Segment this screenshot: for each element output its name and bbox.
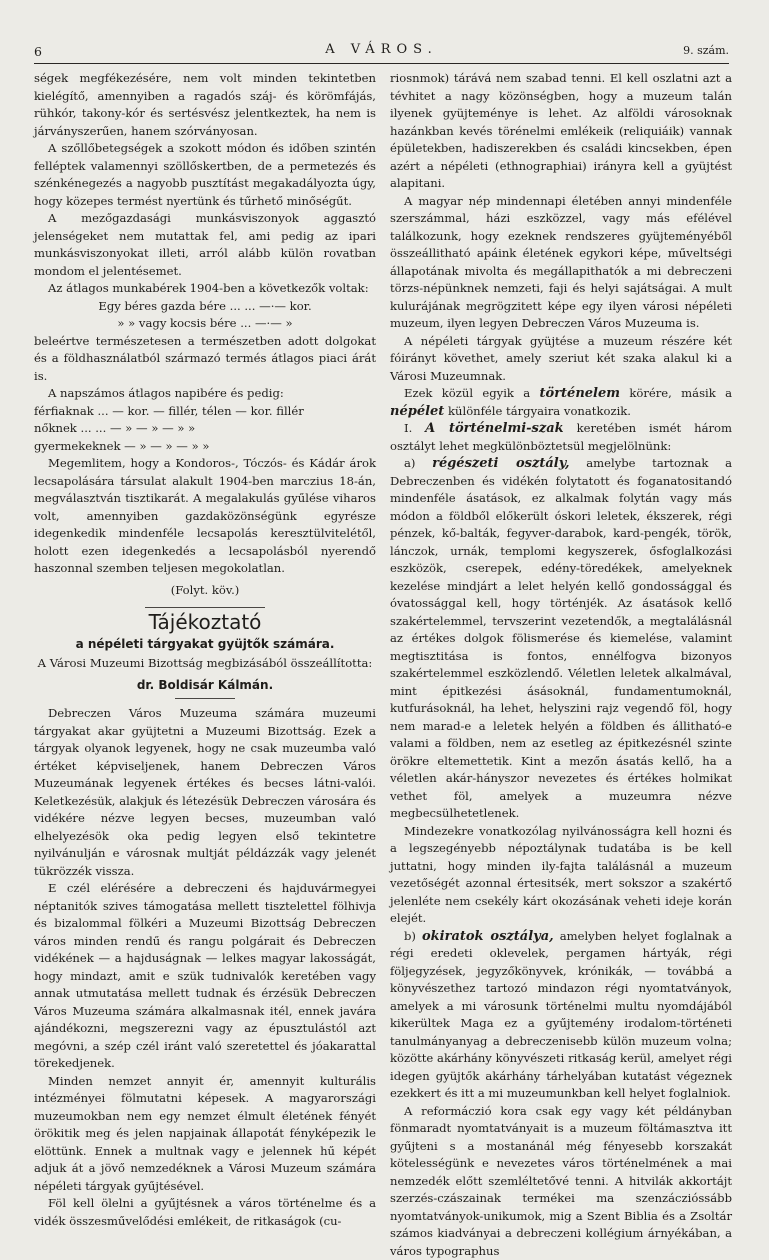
emphasis-archaeology: régészeti osztály, [432,456,569,471]
paragraph: E czél elérésére a debreczeni és hajduvármegyei néptanitók szives támogatása mellett tisztelettel fölhivja és bizalommal fölkéri a Muzeumi Bizottság Debreczen város minden rendű és rangu polgárait és Debreczen vidékének — a hajduságnak — lelkes magyar lakosságát, hogy mindazt, amit e szük tudnivalók keretében vagy annak utmutatása mellett tudnak és érzésük Debreczen Város Muzeuma számára alkalmasnak itél, ennek javára ajándékozni, megszerezni vagy az épusztulástól azt megóvni, a szép czél iránt való szeretettel és jóakarattal törekedjenek. [34,880,376,1073]
text-run: a) [404,456,432,470]
section-author: dr. Boldisár Kálmán. [34,677,376,695]
wage-line: Egy béres gazda bére ... ... —·— kor. [34,298,376,316]
header-rule [34,63,729,64]
paragraph [390,385,732,420]
paragraph: A reformáczió kora csak egy vagy két példányban fönmaradt nyomtatványait is a muzeum föltámasztva itt gyűjteni s a mostanánál még fényesebb korszakát kötelességünk e nevezetes város történelmének a mai nemzedék előtt szemléltetővé tenni. A hitvilák akkortájt szerzés-czászainak termékei ma szenzáczióssább nyomtatványok-unikumok, mig a Szent Biblia és a Zsoltár számos kiadványai a debreczeni kollégium árnyékában, a város typographus [390,1103,732,1260]
section-subtitle: a népéleti tárgyakat gyüjtők számára. [34,636,376,654]
emphasis-folk-life: népélet [390,404,444,419]
text-run: amelybe tartoznak a Debreczenben és vidékén folytatott és foganatositandó mindenféle ásatások, ez alkalmak folytán vagy más módon a földből előkerült óskori leletek, ékszerek, régi pénzek, kő-balták, fegyver-darabok, kard-pengék, török, lánczok, urnák, templomi kegyszerek, ősfoglalkozási eszközök, cserepek, edény-töredékek, amelyeknek kezelése mindjárt a lelet helyén kellő gondossággal és óvatossággal kell, hogy történjék. Az ásatások kellő szakértelemmel, tervszerint vezetendők, a megtalálásnál az értékes dolgok fölismerése és kiemelése, valamint megtisztitása is fontos, ennélfogva bizonyos szakértelemmel eszközlendő. Véletlen leletek alkalmával, mint épitkezési ásásoknál, fundamentumoknál, kutfurásoknál, ha lehet, helyszini rajz vegendő föl, hogy nem marad-e a leletek helyén a földben és állitható-e valami a földben, nem az esetleg az épitkezésnél szinte örökre eltemettetik. Kint a mezőn ásatás kellő, ha a véletlen akár-hányszor nevezetes és értékes holmikat vethet föl, amelyek a muzeumra nézve megbecsülhetetlenek. [390,456,732,820]
page-header [34,42,729,62]
author-divider [175,698,235,699]
text-run: különféle tárgyaira vonatkozik. [444,404,631,418]
day-wage-line: férfiaknak ... — kor. — fillér, télen — kor. fillér [34,403,376,421]
paragraph: A szőllőbetegségek a szokott módon és időben szintén felléptek valamennyi szöllőskertben, de a permetezés és szénkénegezés a nagyobb pusztítást megakadályozta úgy, hogy közepes termést nyertünk és tűrhető minőségűt. [34,140,376,210]
text-run: amelyben helyet foglalnak a régi eredeti oklevelek, pergamen hártyák, régi följegyzések, jegyzőkönyvek, krónikák, — továbbá a könyvészethez tartozó mindazon régi nyomtatványok, amelyek a mi városunk történelmi multu nyomdájából kikerültek Maga ez a gyűjtemény irodalom-történeti tanulmányanyag a debreczenisebb külön muzeum volna; közötte akárhány könyvészeti ritkaság kerül, amelyet régi idegen gyüjtők akárhány tárhelyában kutatást végeznek ezekkert és itt a mi muzeumunkban kell helyet foglalniok. [390,929,732,1101]
paragraph: Az átlagos munkabérek 1904-ben a következők voltak: [34,280,376,298]
text-run: keretében ismét három osztályt lehet megkülönböztetsül megjelölnünk: [390,421,732,453]
section-commission: A Városi Muzeumi Bizottság megbizásából összeállította: [34,655,376,673]
paragraph: Megemlitem, hogy a Kondoros-, Tóczós- és Kádár árok lecsapolására társulat alakult 1904-ben marczius 18-án, megválasztván tisztikarát. A megalakulás gyűlése viharos volt, amennyiben gazdaközönségünk egyrésze idegenkedik mindenféle lecsapolás keresztülvitelétől, holott ezen idegenkedés a lecsapolásból nyerendő haszonnal szemben teljesen megokolatlan. [34,455,376,578]
paragraph: beleértve természetesen a természetben adott dolgokat és a földhasználatból származó termés átlagos piaci árát is. [34,333,376,386]
wage-line: » » vagy kocsis bére ... —·— » [34,315,376,333]
section-title: Tájékoztató [34,614,376,632]
paragraph: Minden nemzet annyit ér, amennyit kulturális intézményei fölmutatni képesek. A magyarországi muzeumokban nem egy nemzet élmult életének fényét örökitik meg és jelen napjainak állapotát fényképezik le elöttünk. Ennek a multnak vagy e jelennek hű képét adjuk át a jövő nemzedéknek a Városi Muzeum számára népéleti tárgyak gyűjtésével. [34,1073,376,1196]
paragraph: A magyar nép mindennapi életében annyi mindenféle szerszámmal, házi eszközzel, vagy más efélével találkozunk, hogy ezeknek rendszeres gyüjteményéből összeállitható apáink életének egykori képe, műveltségi állapotának mivolta és megállapithatók a mi debreczeni törzs-népünknek nemzeti, faji és helyi sajátságai. A mult kulurájának megrögzitett képe egy ilyen városi népéleti muzeum, ilyen legyen Debreczen Város Muzeuma is. [390,193,732,333]
paragraph: A népéleti tárgyak gyüjtése a muzeum részére két fóirányt követhet, amely szeriut két szaka alakul ki a Városi Muzeumnak. [390,333,732,386]
masthead-title: A VÁROS. [34,42,729,57]
text-run: Ezek közül egyik a [404,386,540,400]
text-run: b) [404,929,422,943]
paragraph [390,420,732,455]
continued-note: (Folyt. köv.) [34,582,376,600]
issue-number: 9. szám. [683,44,729,57]
section-divider [145,607,265,608]
paragraph [390,928,732,1103]
paragraph: Mindezekre vonatkozólag nyilvánosságra kell hozni és a legszegényebb népoztálynak tudatába is be kell juttatni, hogy minden ily-fajta találásnál a muzeum vezetőségét azonnal értesitsék, mert sokszor a szakértő jelenléte nem csekély kárt okozásának veheti ideje korán elejét. [390,823,732,928]
day-wage-line: gyermekeknek — » — » — » » [34,438,376,456]
paragraph: riosnmok) tárává nem szabad tenni. El kell oszlatni azt a tévhitet a nagy közönségben, hogy a muzeum talán ilyenek gyüjteménye is lehet. Az alföldi városoknak hazánkban kevés törénelmi emlékeik (reliquiáik) vannak épületekben, hadiszerekben és családi kincsekben, épen azért a népéleti (ethnographiai) irányra kell a gyüjtést alapitani. [390,70,732,193]
day-wage-line: nőknek ... ... — » — » — » » [34,420,376,438]
left-column [34,70,376,1230]
text-run: körére, másik a [620,386,732,400]
page-number: 6 [34,44,42,59]
right-column [390,70,732,1260]
paragraph: Debreczen Város Muzeuma számára muzeumi tárgyakat akar gyüjtetni a Muzeumi Bizottság. Ezek a tárgyak olyanok legyenek, hogy ne csak muzeumba való értéket képviseljenek, hanem Debreczen Város Muzeumának legyenek értékes és becses látni-valói. Keletkezésük, alakjuk és létezésük Debreczen városára és vidékére nézve legyen becses, muzeumban való elhelyezésök oka pedig legyen első tekintetre nyilvánulján e városnak multját példázzák vagy jelenét tükrözzék vissza. [34,705,376,880]
emphasis-history: történelem [540,386,621,401]
emphasis-history-section: A történelmi-szak [425,421,564,436]
paragraph: Föl kell ölelni a gyűjtésnek a város történelme és a vidék összesművelődési emlékeit, de ritkaságok (cu- [34,1195,376,1230]
paragraph: A mezőgazdasági munkásviszonyok aggasztó jelenségeket nem mutattak fel, ami pedig az ipari munkásviszonyokat illeti, arról alább külön rovatban mondom el jelentésemet. [34,210,376,280]
paragraph: A napszámos átlagos napibére és pedig: [34,385,376,403]
paragraph [390,455,732,823]
text-run: I. [404,421,425,435]
paragraph: ségek megfékezésére, nem volt minden tekintetben kielégítő, amennyiben a ragadós száj- és körömfájás, rühkór, takony-kór és sertésvész jelentkeztek, ha nem is járványszerűen, hanem szórványosan. [34,70,376,140]
emphasis-documents: okiratok osztálya, [422,929,554,944]
